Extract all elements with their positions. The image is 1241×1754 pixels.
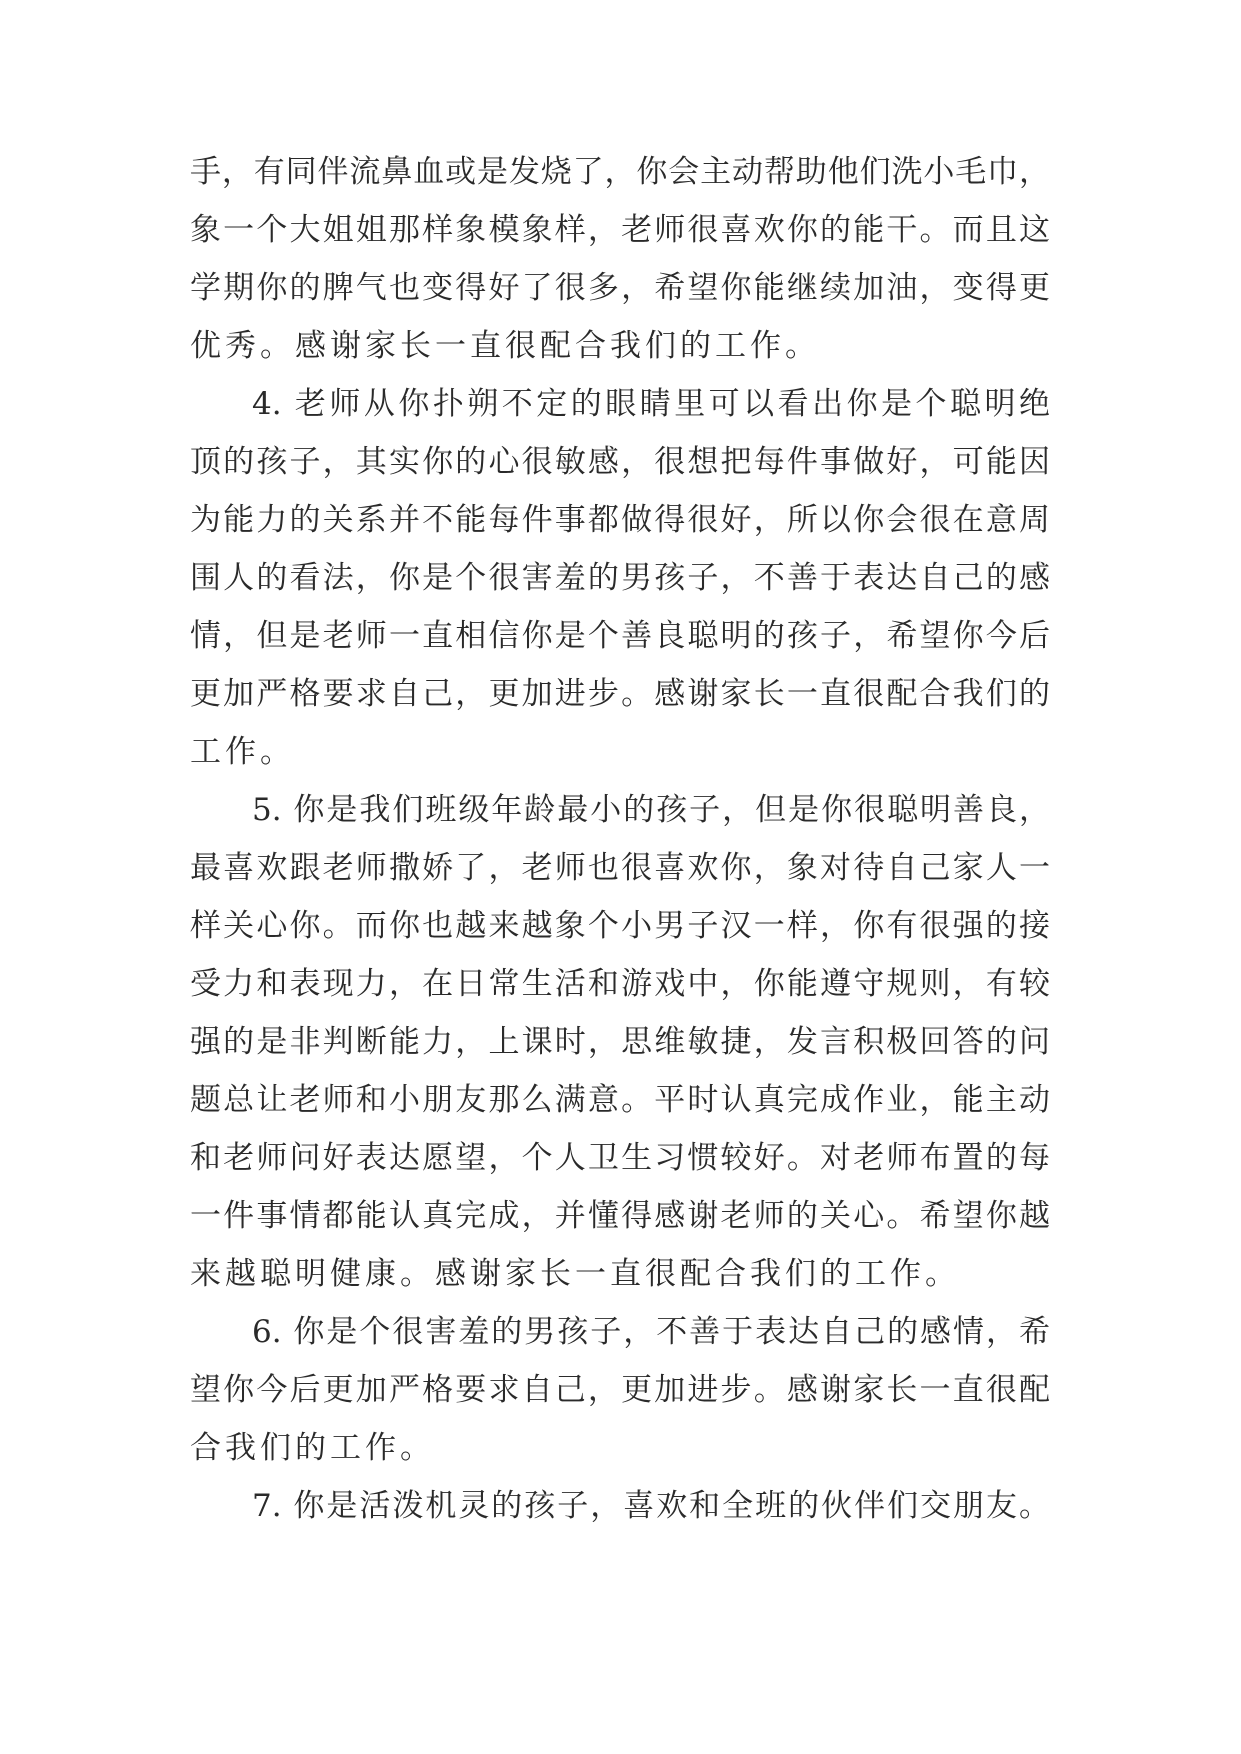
text-line: 和老师问好表达愿望，个人卫生习惯较好。对老师布置的每	[190, 1140, 1050, 1176]
text-line: 手，有同伴流鼻血或是发烧了，你会主动帮助他们洗小毛巾，	[190, 154, 1050, 190]
text-line: 顶的孩子，其实你的心很敏感，很想把每件事做好，可能因	[190, 444, 1050, 480]
text-line: 题总让老师和小朋友那么满意。平时认真完成作业，能主动	[190, 1082, 1050, 1118]
text-line: 最喜欢跟老师撒娇了，老师也很喜欢你，象对待自己家人一	[190, 850, 1050, 886]
text-line: 学期你的脾气也变得好了很多，希望你能继续加油，变得更	[190, 270, 1050, 306]
text-line: 样关心你。而你也越来越象个小男子汉一样，你有很强的接	[190, 908, 1050, 944]
paragraph-6-start: 6. 你是个很害羞的男孩子，不善于表达自己的感情，希	[252, 1314, 1050, 1350]
text-line: 强的是非判断能力，上课时，思维敏捷，发言积极回答的问	[190, 1024, 1050, 1060]
paragraph-5-start: 5. 你是我们班级年龄最小的孩子，但是你很聪明善良，	[252, 792, 1050, 828]
text-line: 为能力的关系并不能每件事都做得很好，所以你会很在意周	[190, 502, 1050, 538]
text-line: 受力和表现力，在日常生活和游戏中，你能遵守规则，有较	[190, 966, 1050, 1002]
text-line: 一件事情都能认真完成，并懂得感谢老师的关心。希望你越	[190, 1198, 1050, 1234]
text-line: 围人的看法，你是个很害羞的男孩子，不善于表达自己的感	[190, 560, 1050, 596]
paragraph-4-start: 4. 老师从你扑朔不定的眼睛里可以看出你是个聪明绝	[252, 386, 1050, 422]
text-line: 合我们的工作。	[190, 1430, 435, 1466]
text-line: 更加严格要求自己，更加进步。感谢家长一直很配合我们的	[190, 676, 1050, 712]
text-line: 情，但是老师一直相信你是个善良聪明的孩子，希望你今后	[190, 618, 1050, 654]
text-line: 象一个大姐姐那样象模象样，老师很喜欢你的能干。而且这	[190, 212, 1050, 248]
text-line: 优秀。感谢家长一直很配合我们的工作。	[190, 328, 820, 364]
text-line: 工作。	[190, 734, 295, 770]
text-line: 来越聪明健康。感谢家长一直很配合我们的工作。	[190, 1256, 960, 1292]
text-line: 望你今后更加严格要求自己，更加进步。感谢家长一直很配	[190, 1372, 1050, 1408]
paragraph-7-start: 7. 你是活泼机灵的孩子，喜欢和全班的伙伴们交朋友。	[252, 1488, 1050, 1524]
